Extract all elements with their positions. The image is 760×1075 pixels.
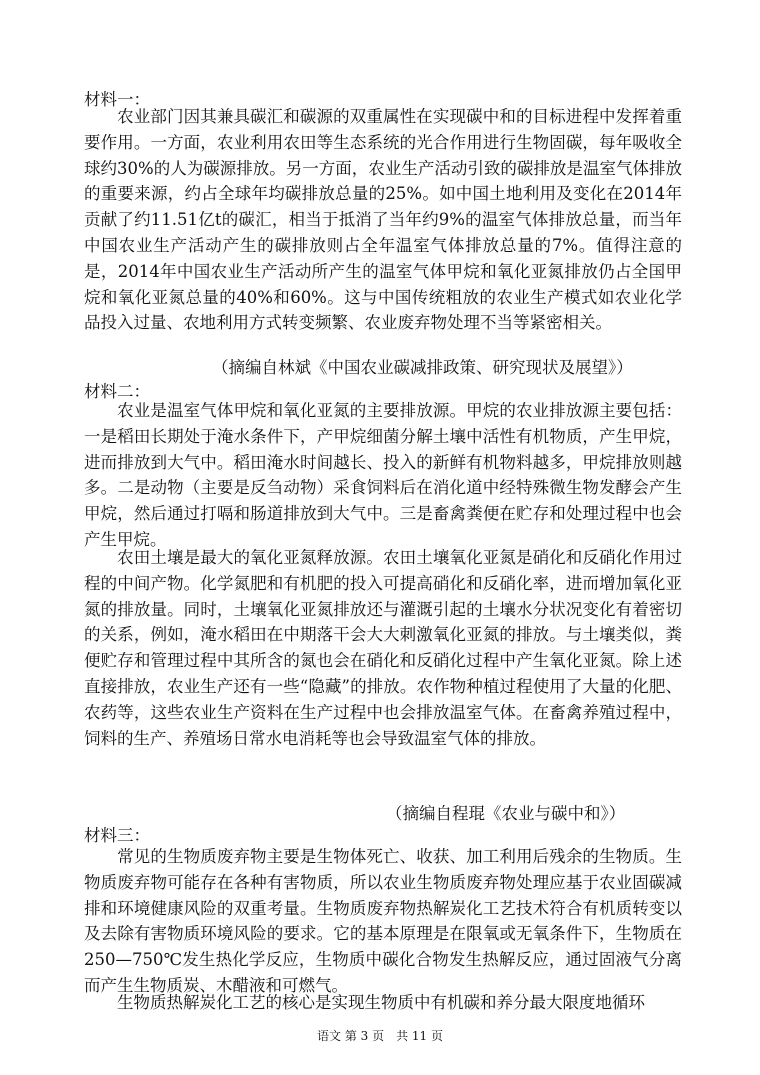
material3-heading: 材料三： (84, 826, 150, 845)
material1-paragraph: 农业部门因其兼具碳汇和碳源的双重属性在实现碳中和的目标进程中发挥着重要作用。一方面，农业利用农田等生态系统的光合作用进行生物固碳，每年吸收全球约30%的人为碳源排放。另一方面，农业生产活动引致的碳排放是温室气体排放的重要来源，约占全球年均碳排放总量的25%。如中国土地利用及变化在2014年贡献了约11.51亿t的碳汇，相当于抵消了当年约9%的温室气体排放总量，而当年中国农业生产活动产生的碳排放则占全年温室气体排放总量的7%。值得注意的是，2014年中国农业生产活动所产生的温室气体甲烷和氧化亚氮排放仍占全国甲烷和氧化亚氮总量的40%和60%。这与中国传统粗放的农业生产模式如农业化学品投入过量、农地利用方式转变频繁、农业废弃物处理不当等紧密相关。 (84, 107, 682, 333)
material3-paragraph-1: 常见的生物质废弃物主要是生物体死亡、收获、加工利用后残余的生物质。生物质废弃物可能存在各种有害物质，所以农业生物质废弃物处理应基于农业固碳减排和环境健康风险的双重考量。生物质废弃物热解炭化工艺技术符合有机质转变以及去除有害物质环境风险的要求。它的基本原理是在限氧或无氧条件下，生物质在250—750℃发生热化学反应，生物质中碳化合物发生热解反应，通过固液气分离而产生生物质炭、木醋液和可燃气。 (84, 847, 682, 995)
material2-paragraph-2: 农田土壤是最大的氧化亚氮释放源。农田土壤氧化亚氮是硝化和反硝化作用过程的中间产物。化学氮肥和有机肥的投入可提高硝化和反硝化率，进而增加氧化亚氮的排放量。同时，土壤氧化亚氮排放还与灌溉引起的土壤水分状况变化有着密切的关系，例如，淹水稻田在中期落干会大大刺激氧化亚氮的排放。与土壤类似，粪便贮存和管理过程中其所含的氮也会在硝化和反硝化过程中产生氧化亚氮。除上述直接排放，农业生产还有一些“隐藏”的排放。农作物种植过程使用了大量的化肥、农药等，这些农业生产资料在生产过程中也会排放温室气体。在畜禽养殖过程中，饲料的生产、养殖场日常水电消耗等也会导致温室气体的排放。 (84, 548, 682, 748)
material3-paragraph-2: 生物质热解炭化工艺的核心是实现生物质中有机碳和养分最大限度地循环 (117, 993, 645, 1012)
page-footer: 语文 第 3 页 共 11 页 (317, 1029, 443, 1043)
material1-heading: 材料一： (84, 90, 150, 109)
material1-source: （摘编自林斌《中国农业碳减排政策、研究现状及展望》） (212, 358, 633, 377)
material2-paragraph-1: 农业是温室气体甲烷和氧化亚氮的主要排放源。甲烷的农业排放源主要包括：一是稻田长期处于淹水条件下，产甲烷细菌分解土壤中活性有机物质，产生甲烷，进而排放到大气中。稻田淹水时间越长、投入的新鲜有机物料越多，甲烷排放则越多。二是动物（主要是反刍动物）采食饲料后在消化道中经特殊微生物发酵会产生甲烷，然后通过打嗝和肠道排放到大气中。三是畜禽粪便在贮存和处理过程中也会产生甲烷。 (84, 401, 682, 549)
material2-heading: 材料二： (84, 382, 150, 401)
material2-source: （摘编自程琨《农业与碳中和》） (386, 804, 626, 823)
